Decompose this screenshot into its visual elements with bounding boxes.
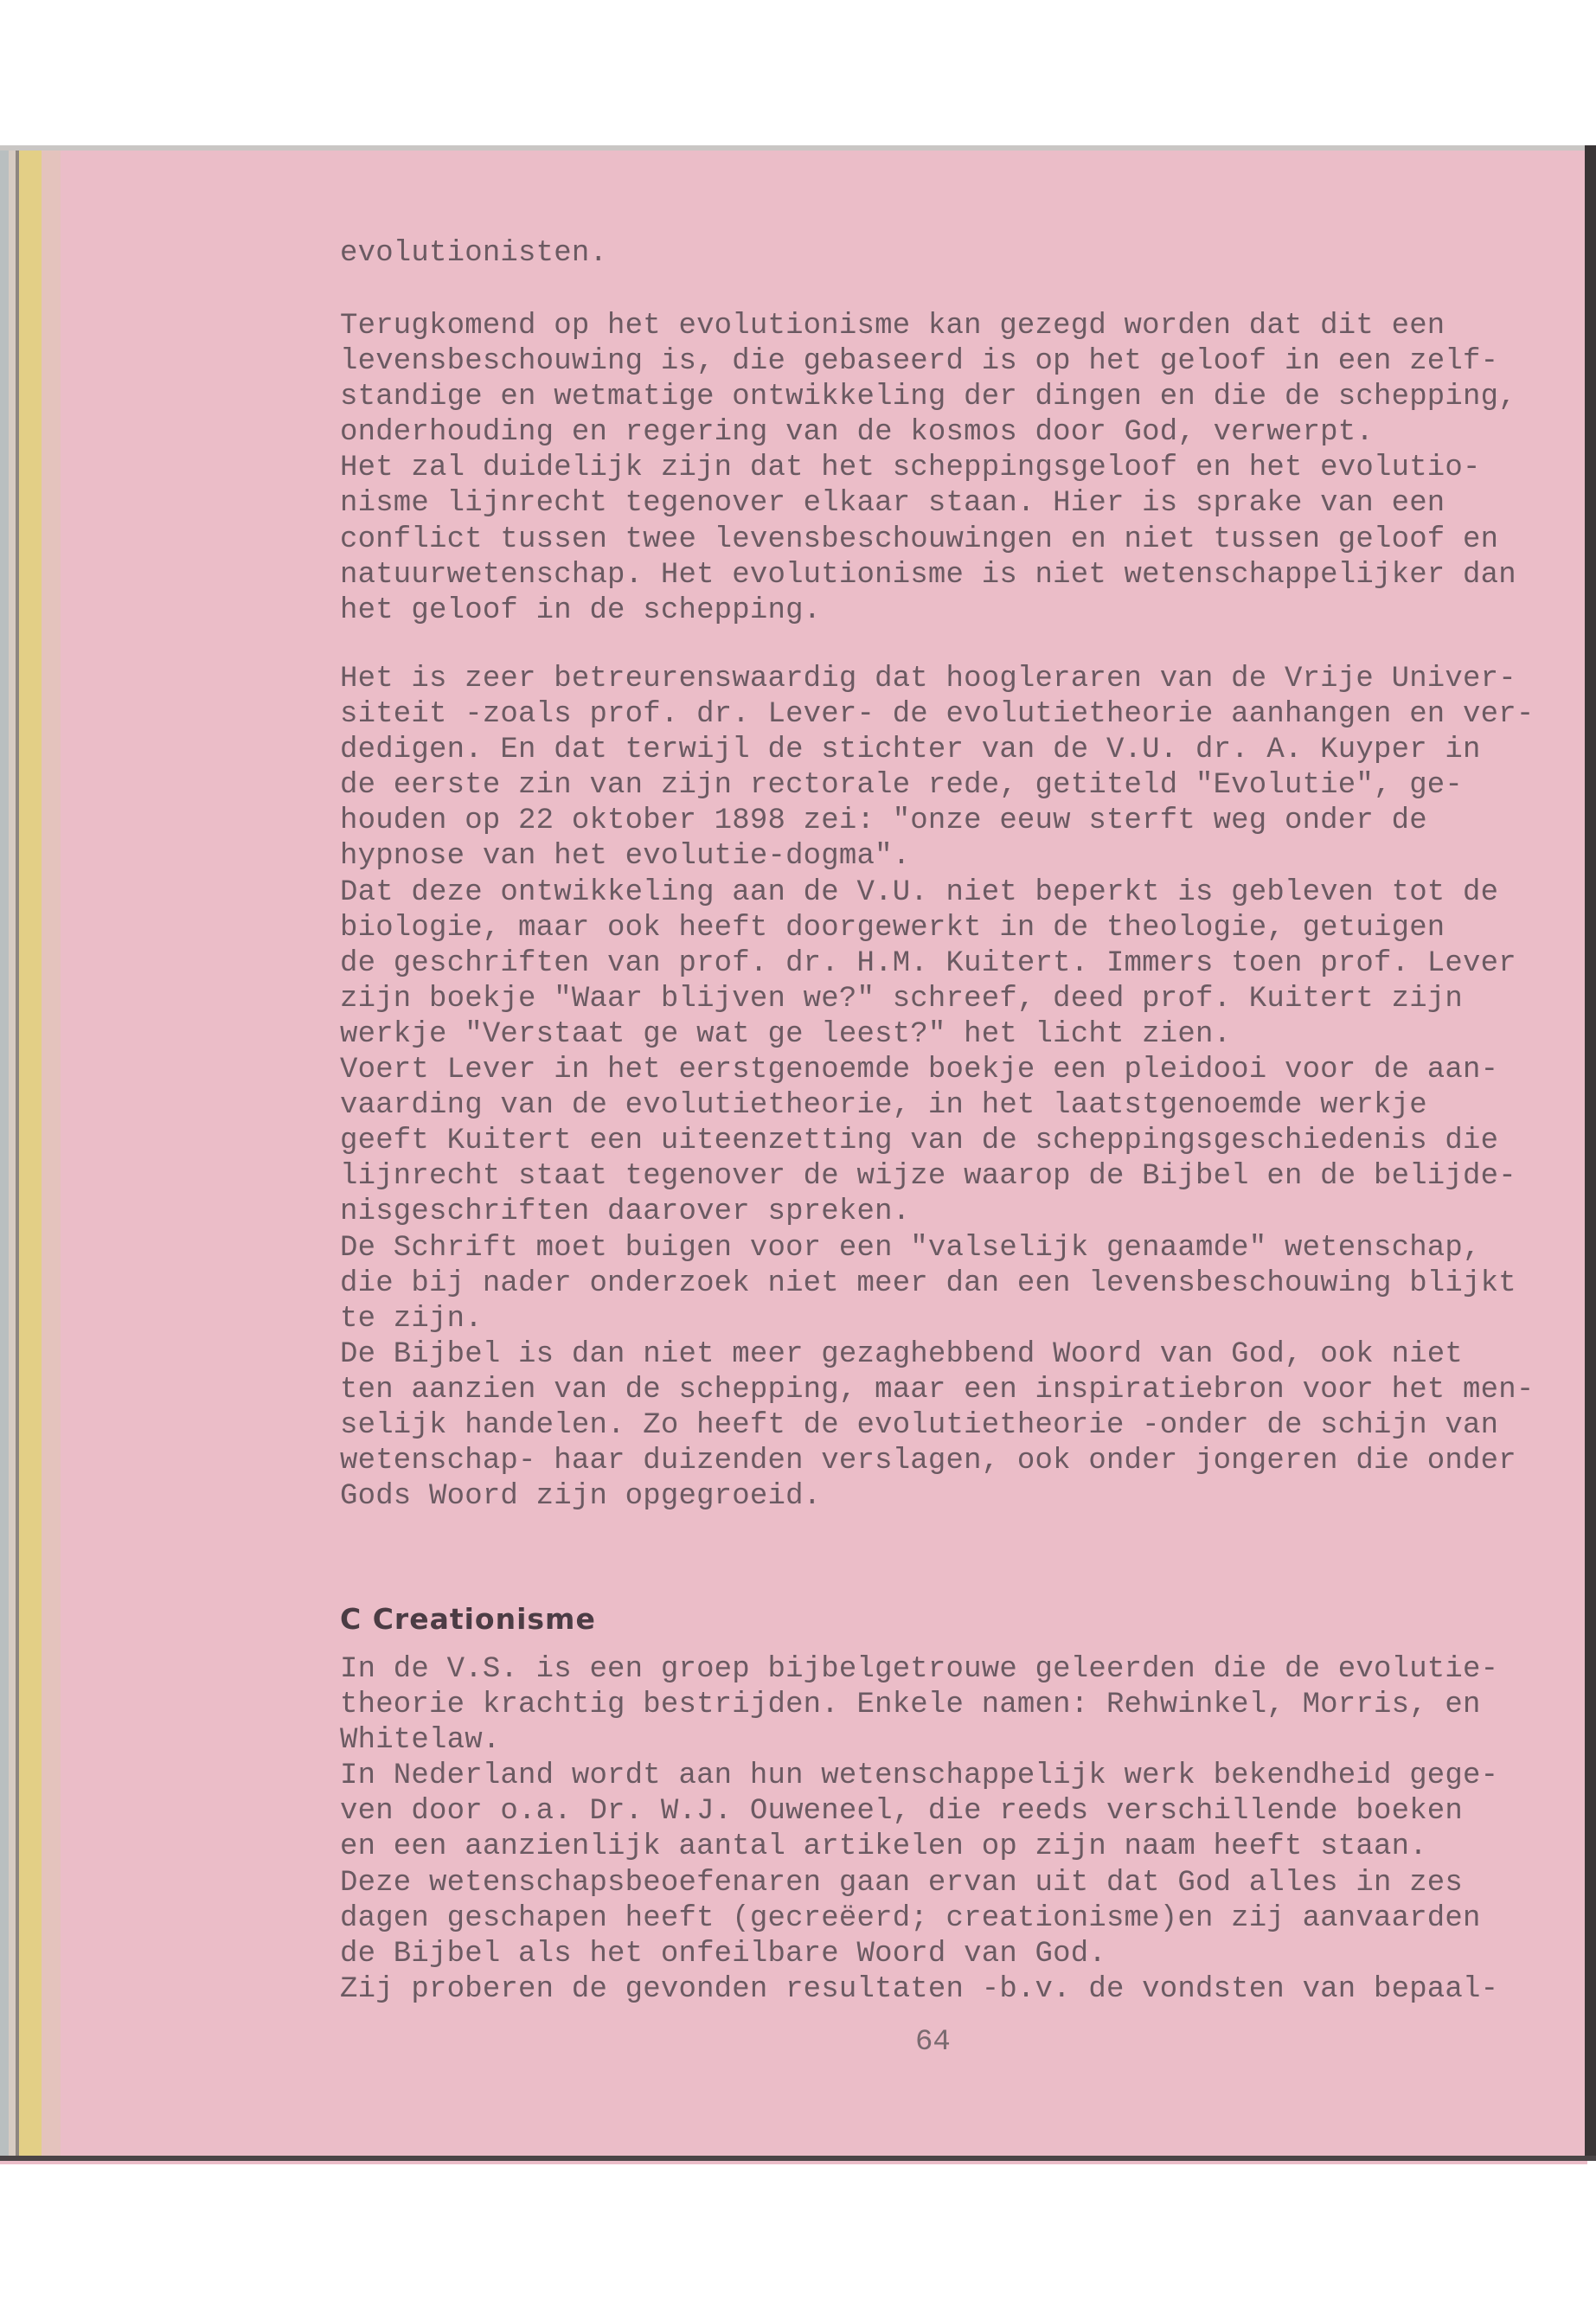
text-line: biologie, maar ook heeft doorgewerkt in de theologie, getuigen	[340, 911, 1445, 945]
text-line: selijk handelen. Zo heeft de evolutietheorie -onder de schijn van	[340, 1408, 1499, 1442]
text-line: de eerste zin van zijn rectorale rede, getiteld "Evolutie", ge-	[340, 769, 1464, 803]
paragraph-4	[340, 1652, 1498, 2008]
text-line: dagen geschapen heeft (gecreëerd; creationisme)en zij aanvaarden	[340, 1901, 1481, 1935]
text-line: In Nederland wordt aan hun wetenschappelijk werk bekendheid gege-	[340, 1759, 1499, 1793]
text-line: onderhouding en regering van de kosmos door God, verwerpt.	[340, 416, 1374, 450]
text-line: Deze wetenschapsbeoefenaren gaan ervan uit dat God alles in zes	[340, 1866, 1464, 1900]
text-line: werkje "Verstaat ge wat ge leest?" het licht zien.	[340, 1017, 1232, 1051]
page-number: 64	[915, 2026, 951, 2059]
text-line: In de V.S. is een groep bijbelgetrouwe geleerden die de evolutie-	[340, 1653, 1499, 1686]
text-line: Voert Lever in het eerstgenoemde boekje een pleidooi voor de aan-	[340, 1054, 1499, 1087]
text-line: zijn boekje "Waar blijven we?" schreef, deed prof. Kuitert zijn	[340, 982, 1464, 1016]
paragraph-3	[340, 662, 1534, 1515]
text-line: Zij proberen de gevonden resultaten -b.v. de vondsten van bepaal-	[340, 1972, 1499, 2006]
paragraph-1	[340, 236, 607, 272]
text-line: Het is zeer betreurenswaardig dat hoogleraren van de Vrije Univer-	[340, 663, 1516, 695]
text-line: ten aanzien van de schepping, maar een inspiratiebron voor het men-	[340, 1373, 1535, 1407]
text-line: Het zal duidelijk zijn dat het scheppingsgeloof en het evolutio-	[340, 452, 1481, 485]
text-line: Dat deze ontwikkeling aan de V.U. niet beperkt is gebleven tot de	[340, 875, 1499, 909]
right-binding-edge	[1585, 145, 1596, 2159]
text-line: geeft Kuitert een uiteenzetting van de scheppingsgeschiedenis die	[340, 1125, 1499, 1158]
text-line: De Bijbel is dan niet meer gezaghebbend Woord van God, ook niet	[340, 1337, 1464, 1371]
text-line: de geschriften van prof. dr. H.M. Kuitert. Immers toen prof. Lever	[340, 946, 1516, 980]
text-line: hypnose van het evolutie-dogma".	[340, 840, 911, 874]
text-line: lijnrecht staat tegenover de wijze waarop de Bijbel en de belijde-	[340, 1160, 1516, 1194]
text-line: de Bijbel als het onfeilbare Woord van God.	[340, 1937, 1106, 1971]
text-line: te zijn.	[340, 1302, 483, 1336]
bottom-edge	[0, 2156, 1596, 2161]
page-stack-edge	[9, 151, 16, 2159]
text-line: en een aanzienlijk aantal artikelen op zijn naam heeft staan.	[340, 1830, 1427, 1864]
text-line: nisgeschriften daarover spreken.	[340, 1195, 911, 1229]
text-line: evolutionisten.	[340, 237, 608, 270]
text-line: De Schrift moet buigen voor een "valselijk genaamde" wetenschap,	[340, 1231, 1481, 1265]
text-line: ven door o.a. Dr. W.J. Ouweneel, die reeds verschillende boeken	[340, 1795, 1464, 1829]
text-line: Gods Woord zijn opgegroeid.	[340, 1480, 822, 1514]
page-stack-edge	[42, 151, 61, 2159]
text-line: wetenschap- haar duizenden verslagen, ook onder jongeren die onder	[340, 1445, 1516, 1478]
text-line: siteit -zoals prof. dr. Lever- de evolutietheorie aanhangen en ver-	[340, 698, 1535, 732]
text-line: vaarding van de evolutietheorie, in het laatstgenoemde werkje	[340, 1089, 1427, 1123]
text-line: theorie krachtig bestrijden. Enkele namen: Rehwinkel, Morris, en	[340, 1689, 1481, 1722]
section-heading: C Creationisme	[340, 1602, 596, 1636]
text-line: houden op 22 oktober 1898 zei: "onze eeuw sterft weg onder de	[340, 804, 1427, 838]
text-line: die bij nader onderzoek niet meer dan een levensbeschouwing blijkt	[340, 1266, 1516, 1300]
text-line: dedigen. En dat terwijl de stichter van de V.U. dr. A. Kuyper in	[340, 734, 1481, 767]
page-stack-edge	[0, 151, 9, 2159]
text-line: standige en wetmatige ontwikkeling der dingen en die de schepping,	[340, 381, 1516, 414]
text-line: conflict tussen twee levensbeschouwingen en niet tussen geloof en	[340, 522, 1499, 556]
text-line: het geloof in de schepping.	[340, 593, 822, 627]
text-line: nisme lijnrecht tegenover elkaar staan. Hier is sprake van een	[340, 487, 1445, 521]
text-line: levensbeschouwing is, die gebaseerd is op het geloof in een zelf-	[340, 345, 1499, 379]
text-line: natuurwetenschap. Het evolutionisme is niet wetenschappelijker dan	[340, 558, 1516, 592]
text-line: Terugkomend op het evolutionisme kan gezegd worden dat dit een	[340, 310, 1445, 343]
text-line: Whitelaw.	[340, 1724, 501, 1758]
page-stack-edge-yellow	[19, 151, 42, 2159]
paragraph-2	[340, 309, 1516, 629]
